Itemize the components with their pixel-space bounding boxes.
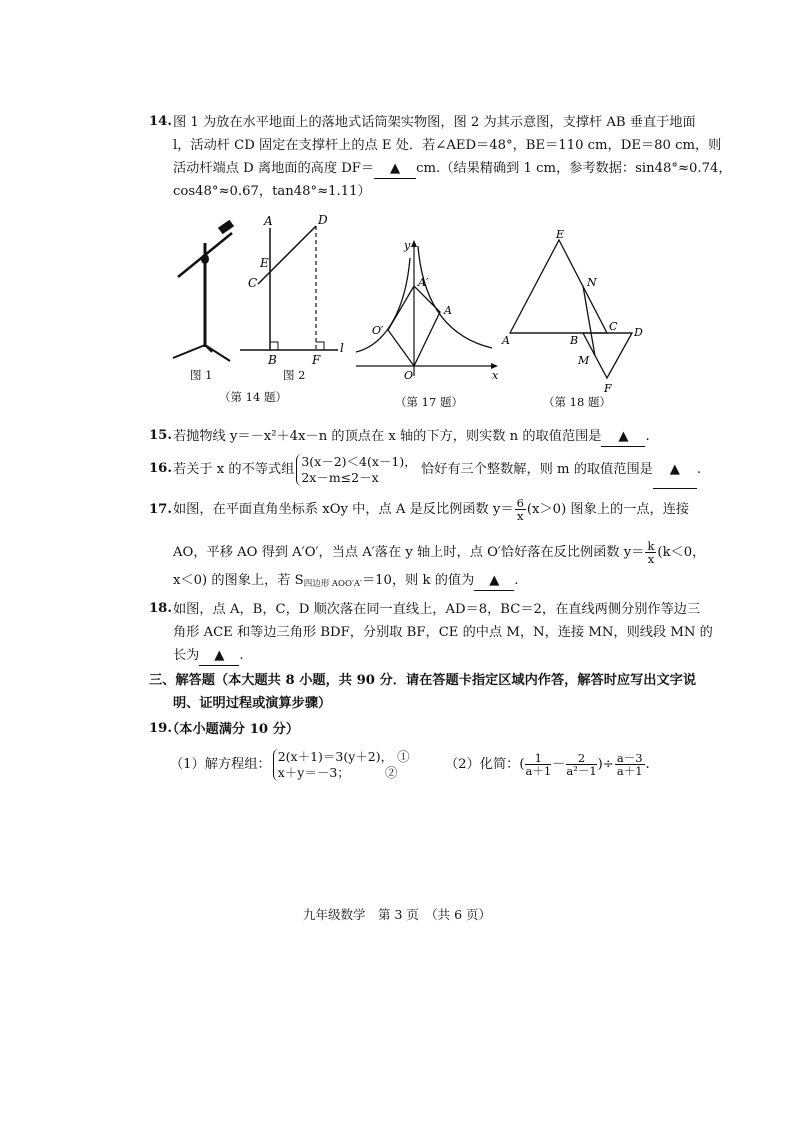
q15-text-line — [173, 428, 650, 447]
q16-text-b: 恰好有三个整数解，则 m 的取值范围是 — [420, 462, 653, 477]
fig1-clamp — [201, 254, 209, 264]
fig17-curve-right — [418, 246, 492, 348]
q19-mark1: ① — [397, 748, 410, 764]
fig17-curve-left — [356, 258, 410, 352]
fig1-microphone-stand — [170, 215, 240, 365]
section3-heading-line2: 明、证明过程或演算步骤） — [173, 696, 332, 711]
fig2-right-angle-F — [316, 342, 324, 350]
fig17-label-y: y — [404, 239, 411, 252]
q16-ineq2: 2x－m≤2－x — [301, 469, 379, 485]
q19-mark2: ② — [385, 764, 398, 780]
fig1-leg-left — [173, 345, 205, 358]
fig14-caption: （第 14 题） — [219, 390, 287, 404]
q14-line3 — [173, 160, 732, 179]
q16-answer-blank: ▲ — [653, 452, 697, 489]
q14-number: 14. — [149, 114, 172, 129]
q16-inequality-system — [296, 454, 416, 486]
fig17-label-A-prime: A′ — [418, 276, 429, 289]
fig1-caption: 图 1 — [190, 368, 213, 382]
q19-part1 — [170, 748, 410, 782]
q19-part1-label: （1）解方程组： — [170, 757, 271, 772]
q19-fc-top: a－3 — [616, 751, 643, 765]
q16-ineq1: 3(x－2)＜4(x－1)， — [301, 453, 417, 469]
fig17-y-arrow — [411, 240, 417, 247]
fig2-label-C: C — [248, 276, 258, 290]
q17-fraction-k-over-x — [645, 540, 656, 565]
fig18-caption: （第 18 题） — [543, 395, 611, 409]
fig2-rod-CD — [258, 226, 316, 284]
fig2-label-B: B — [268, 353, 277, 367]
q14-line1: 图 1 为放在水平地面上的落地式话筒架实物图，图 2 为其示意图，支撑杆 AB 垂直于地面 — [173, 115, 696, 130]
q16-end: . — [696, 462, 702, 477]
fig17-label-O: O — [404, 369, 414, 382]
fig2-label-D: D — [318, 213, 328, 227]
fig17-caption: （第 17 题） — [395, 395, 463, 409]
q17-l1a: 如图，在平面直角坐标系 xOy 中，点 A 是反比例函数 y＝ — [173, 502, 514, 517]
q17-f2-top: k — [647, 539, 655, 553]
fig18-label-B: B — [570, 334, 579, 347]
q14-line3a: 活动杆端点 D 离地面的高度 DF＝ — [173, 161, 375, 176]
q18-line2: 角形 ACE 和等边三角形 BDF，分别取 BF，CE 的中点 M，N，连接 MN，则线段 MN 的 — [173, 625, 713, 640]
q14-line3b: cm.（结果精确到 1 cm，参考数据：sin48°≈0.74， — [416, 161, 732, 176]
fig17-label-x: x — [492, 369, 499, 382]
q14-line2: l，活动杆 CD 固定在支撑杆上的点 E 处．若∠AED＝48°，BE＝110 cm，DE＝80 cm，则 — [173, 138, 722, 153]
q19-eq2: x＋y＝－3； — [277, 764, 344, 780]
q19-part2 — [445, 746, 650, 784]
q17-f1-top: 6 — [516, 496, 524, 510]
q19-close-div: )÷ — [597, 757, 614, 772]
q19-fraction-c — [615, 752, 645, 777]
q15-answer-blank: ▲ — [601, 428, 645, 447]
q19-equation-system — [273, 749, 410, 781]
fig2-caption: 图 2 — [283, 368, 306, 382]
fig17-label-O-prime: O′ — [372, 324, 384, 337]
q19-fc-bottom: a＋1 — [616, 764, 643, 778]
q19-fa-top: 1 — [525, 752, 551, 765]
fig18-label-M: M — [578, 354, 590, 367]
q15-end: . — [645, 429, 650, 444]
fig2-right-angle-B — [270, 342, 278, 350]
q19-eq1: 2(x＋1)＝3(y＋2)， — [277, 748, 394, 764]
q19-fa-bottom: a＋1 — [525, 764, 552, 778]
q17-l3a: x＜0) 的图象上，若 S — [173, 573, 304, 588]
q17-f2-bottom: x — [647, 552, 655, 566]
q19-fb-bottom: a²－1 — [566, 764, 597, 778]
q17-line2 — [173, 538, 705, 568]
q19-eq2-row — [278, 765, 410, 781]
q19-part2-label: （2）化简：( — [445, 757, 525, 772]
q17-l1b: (x＞0) 图象上的一点，连接 — [526, 502, 690, 517]
q17-line1 — [173, 495, 689, 525]
q17-number: 17. — [149, 502, 172, 517]
fig2-label-F: F — [312, 353, 321, 367]
q18-line1: 如图，点 A，B，C，D 顺次落在同一直线上，AD＝8，BC＝2，在直线两侧分别作等边三 — [173, 602, 701, 617]
q17-fraction-6-over-x — [515, 497, 526, 522]
q16-text-a: 若关于 x 的不等式组 — [173, 462, 295, 477]
fig18-triangle-BDF — [583, 333, 632, 378]
fig18-label-N: N — [587, 276, 597, 289]
q19-fraction-a — [525, 752, 551, 777]
fig18-label-E: E — [556, 228, 565, 241]
fig18-label-A: A — [502, 334, 510, 347]
fig18-label-D: D — [634, 326, 643, 339]
section3-heading-line1: 三、解答题（本大题共 8 小题，共 90 分．请在答题卡指定区域内作答，解答时应写出文字说 — [149, 673, 697, 688]
fig1-mic — [218, 220, 234, 235]
q16-text-line — [173, 452, 701, 489]
q19-minus: － — [552, 757, 566, 772]
q19-eq1-row — [278, 749, 410, 765]
q14-line4: cos48°≈0.67，tan48°≈1.11） — [173, 184, 371, 199]
fig2-label-l: l — [340, 341, 344, 355]
q19-fb-top: 2 — [566, 752, 596, 765]
q18-number: 18. — [149, 601, 172, 616]
q17-l3b: ＝10，则 k 的值为 — [361, 573, 475, 588]
q19-number: 19. — [149, 721, 172, 736]
q17-line3 — [173, 572, 518, 593]
fig2-label-E: E — [260, 256, 269, 270]
q15-text: 若抛物线 y＝－x²＋4x－n 的顶点在 x 轴的下方，则实数 n 的取值范围是 — [173, 429, 602, 444]
q18-l3: 长为 — [173, 648, 200, 663]
q17-l2b: (k＜0， — [657, 545, 706, 560]
q17-l2a: AO，平移 AO 得到 A′O′，当点 A′落在 y 轴上时，点 O′恰好落在反比例函数 y＝ — [173, 545, 645, 560]
fig18-label-C: C — [609, 320, 618, 333]
q17-end: . — [514, 573, 519, 588]
q14-answer-blank: ▲ — [374, 160, 416, 179]
q19-dot: . — [645, 757, 650, 772]
fig2-label-A: A — [264, 214, 273, 228]
q19-fraction-b — [566, 752, 596, 777]
q15-number: 15. — [149, 428, 172, 443]
q17-subscript: 四边形 AOO′A′ — [303, 579, 362, 589]
q17-answer-blank: ▲ — [474, 572, 514, 591]
fig18-triangles — [500, 226, 648, 396]
q19-heading: （本小题满分 10 分） — [166, 722, 300, 737]
fig2-schematic — [240, 212, 350, 370]
fig17-label-A: A — [444, 304, 452, 317]
page-footer: 九年级数学 第 3 页 （共 6 页） — [302, 907, 492, 922]
fig18-label-F: F — [604, 382, 612, 395]
q16-number: 16. — [149, 461, 172, 476]
q17-f1-bottom: x — [516, 509, 524, 523]
q18-line3 — [173, 647, 244, 666]
q18-answer-blank: ▲ — [199, 647, 239, 666]
fig17-coordinate-plane — [352, 236, 502, 384]
q18-end: . — [239, 648, 244, 663]
